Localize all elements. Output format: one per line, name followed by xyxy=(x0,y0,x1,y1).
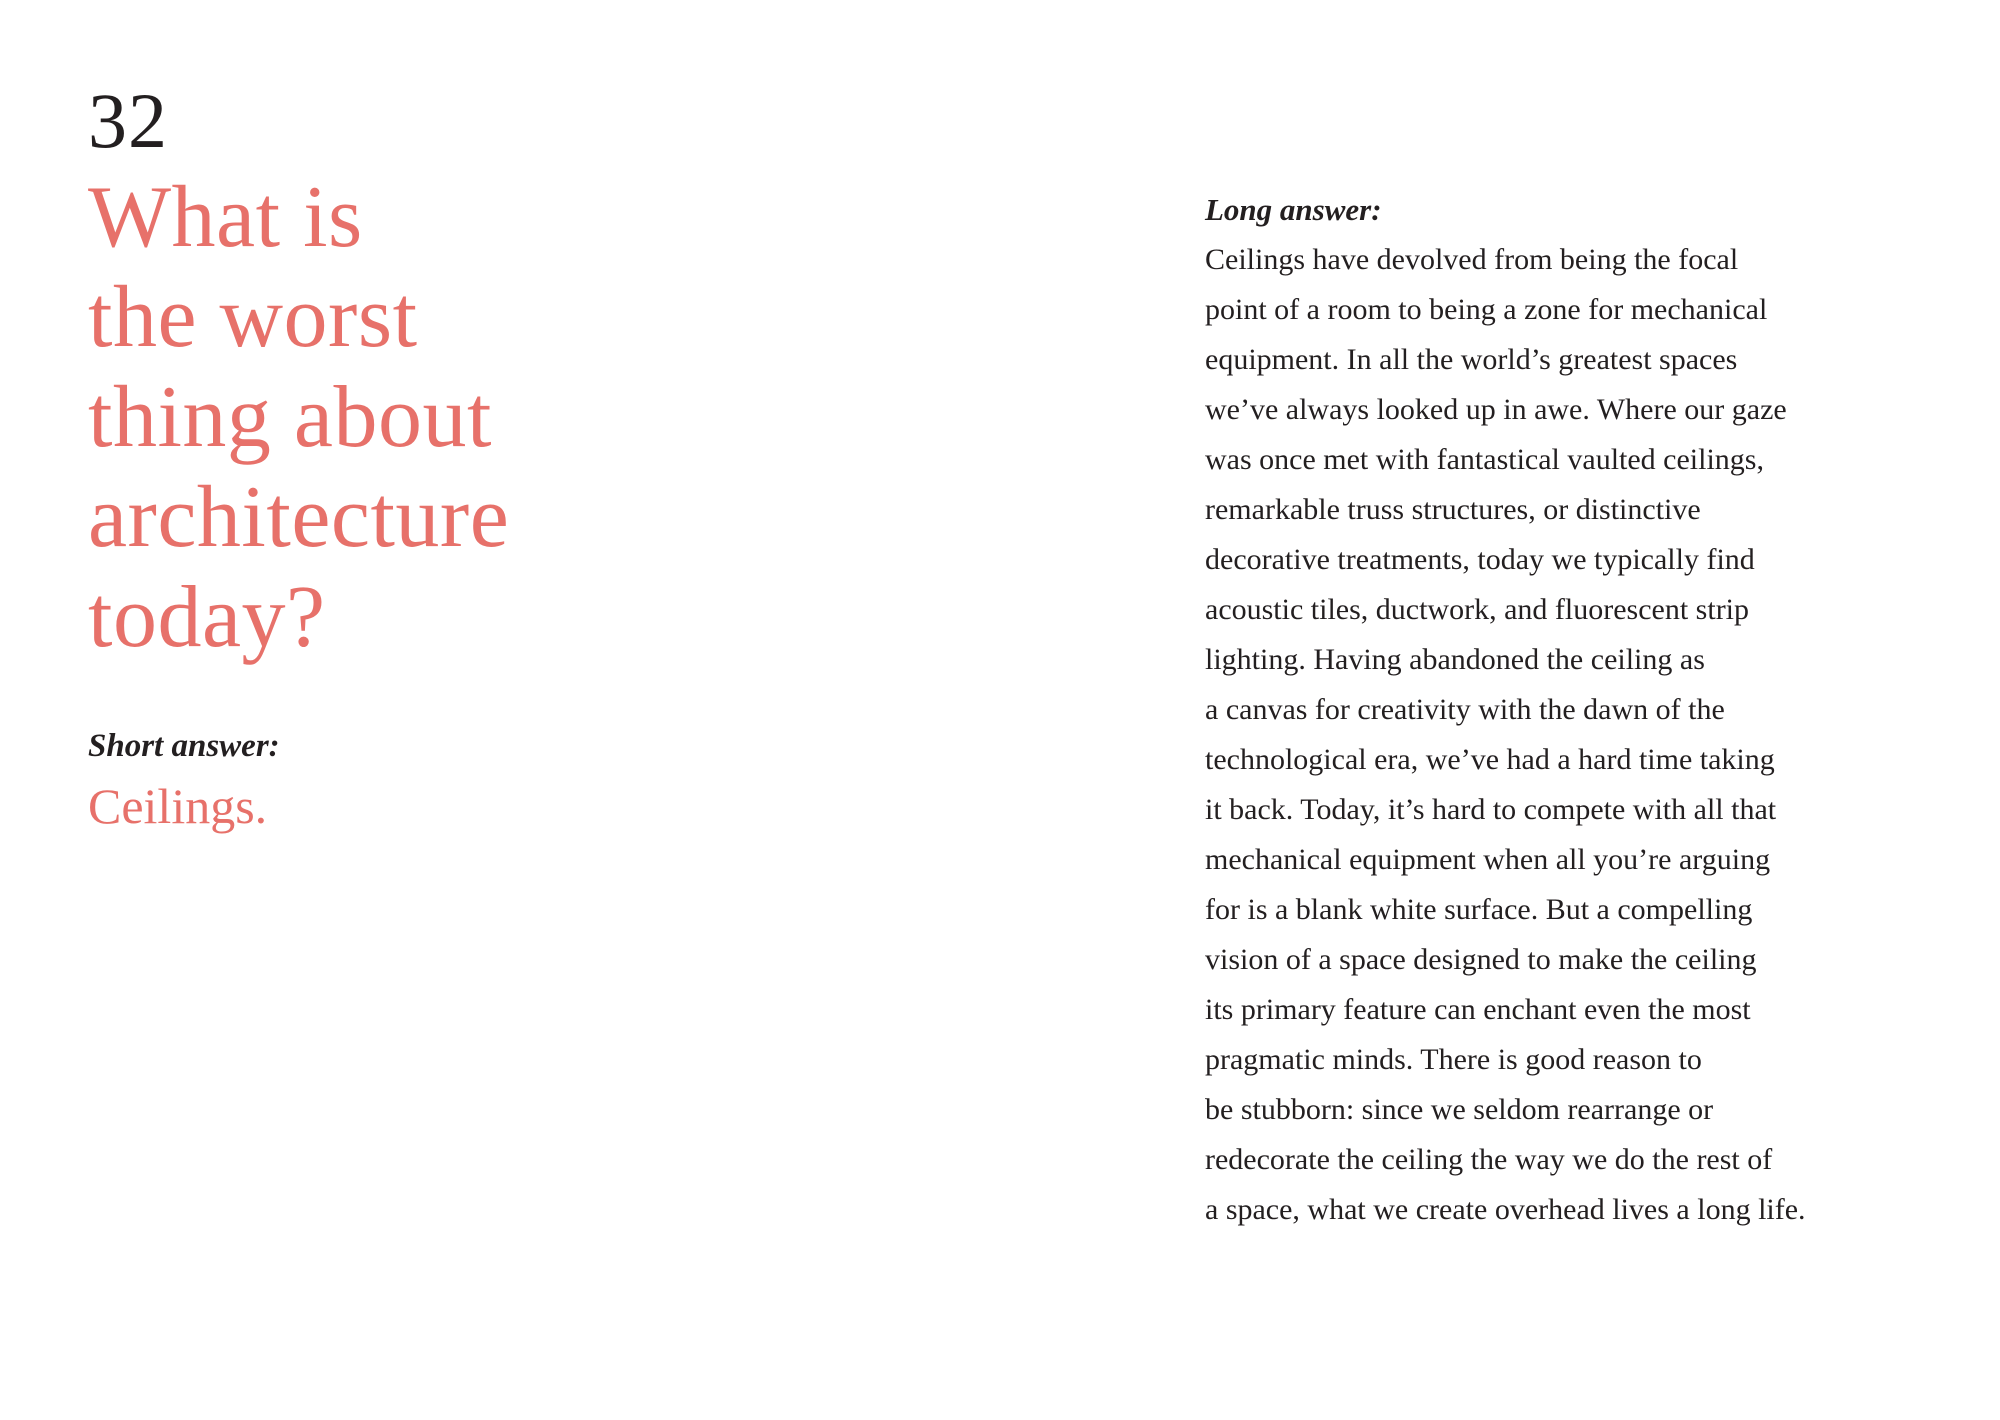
text-line: its primary feature can enchant even the most xyxy=(1205,993,1751,1026)
short-answer-label: Short answer: xyxy=(88,728,280,764)
text-line: technological era, we’ve had a hard time taking xyxy=(1205,743,1775,776)
text-line: mechanical equipment when all you’re arguing xyxy=(1205,843,1771,876)
text-line: we’ve always looked up in awe. Where our gaze xyxy=(1205,393,1787,426)
text-line: was once met with fantastical vaulted ceilings, xyxy=(1205,443,1764,476)
text-line: for is a blank white surface. But a compelling xyxy=(1205,893,1753,926)
text-line: equipment. In all the world’s greatest spaces xyxy=(1205,343,1738,376)
text-line: the worst xyxy=(88,269,418,366)
right-column xyxy=(1205,185,1885,1235)
text-line: What is xyxy=(88,169,363,266)
left-column xyxy=(88,77,648,836)
long-answer-text xyxy=(1205,235,1885,1235)
text-line: thing about xyxy=(88,369,492,466)
text-line: lighting. Having abandoned the ceiling as xyxy=(1205,643,1705,676)
text-line: point of a room to being a zone for mechanical xyxy=(1205,293,1768,326)
text-line: a space, what we create overhead lives a long life. xyxy=(1205,1193,1806,1226)
page-number: 32 xyxy=(88,77,168,164)
text-line: decorative treatments, today we typically find xyxy=(1205,543,1755,576)
text-line: vision of a space designed to make the ceiling xyxy=(1205,943,1757,976)
text-line: a canvas for creativity with the dawn of the xyxy=(1205,693,1725,726)
text-line: acoustic tiles, ductwork, and fluorescent strip xyxy=(1205,593,1750,626)
text-line: architecture xyxy=(88,469,510,566)
text-line: redecorate the ceiling the way we do the rest of xyxy=(1205,1143,1773,1176)
text-line: be stubborn: since we seldom rearrange or xyxy=(1205,1093,1714,1126)
text-line: remarkable truss structures, or distinctive xyxy=(1205,493,1701,526)
question-title xyxy=(88,168,648,668)
text-line: pragmatic minds. There is good reason to xyxy=(1205,1043,1702,1076)
short-answer-text: Ceilings. xyxy=(88,778,268,834)
text-line: Ceilings have devolved from being the focal xyxy=(1205,243,1739,276)
long-answer-label: Long answer: xyxy=(1205,192,1382,227)
text-line: today? xyxy=(88,569,326,666)
text-line: it back. Today, it’s hard to compete with all that xyxy=(1205,793,1777,826)
